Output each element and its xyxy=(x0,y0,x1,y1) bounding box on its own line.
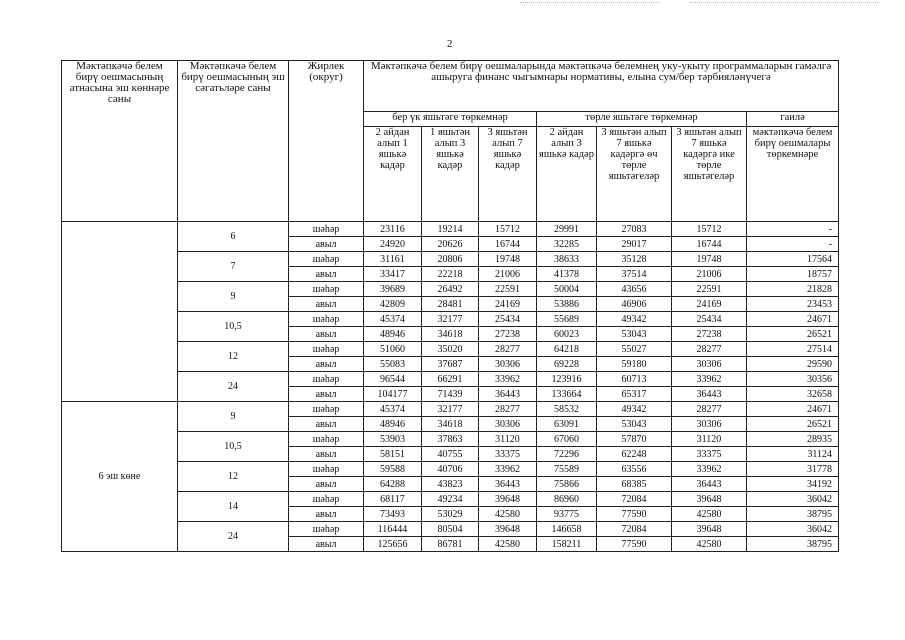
value-cell: 42580 xyxy=(672,507,747,522)
location-cell: авыл xyxy=(289,387,364,402)
value-cell: 16744 xyxy=(479,237,537,252)
value-cell: 69228 xyxy=(537,357,597,372)
value-cell: 36443 xyxy=(672,477,747,492)
value-cell: 62248 xyxy=(597,447,672,462)
value-cell: 19748 xyxy=(672,252,747,267)
value-cell: 59180 xyxy=(597,357,672,372)
value-cell: 15712 xyxy=(479,222,537,237)
value-cell: - xyxy=(747,222,839,237)
value-cell: 19748 xyxy=(479,252,537,267)
value-cell: 146658 xyxy=(537,522,597,537)
value-cell: 55083 xyxy=(364,357,422,372)
table-row xyxy=(62,522,839,537)
value-cell: 24169 xyxy=(672,297,747,312)
value-cell: 39689 xyxy=(364,282,422,297)
value-cell: 21006 xyxy=(672,267,747,282)
value-cell: 96544 xyxy=(364,372,422,387)
value-cell: 66291 xyxy=(422,372,479,387)
table-row xyxy=(62,462,839,477)
value-cell: 40706 xyxy=(422,462,479,477)
value-cell: 49342 xyxy=(597,312,672,327)
value-cell: 33962 xyxy=(479,372,537,387)
value-cell: 18757 xyxy=(747,267,839,282)
value-cell: 42580 xyxy=(479,537,537,552)
value-cell: 23116 xyxy=(364,222,422,237)
value-cell: 33962 xyxy=(672,372,747,387)
work-hours-cell: 12 xyxy=(178,462,289,492)
value-cell: 48946 xyxy=(364,327,422,342)
header-age-col: 1 яшьтән алып 3 яшькә кадәр xyxy=(422,127,479,222)
value-cell: 21006 xyxy=(479,267,537,282)
location-cell: авыл xyxy=(289,327,364,342)
value-cell: 17564 xyxy=(747,252,839,267)
value-cell: 60713 xyxy=(597,372,672,387)
value-cell: 49234 xyxy=(422,492,479,507)
value-cell: 57870 xyxy=(597,432,672,447)
value-cell: 53903 xyxy=(364,432,422,447)
value-cell: 158211 xyxy=(537,537,597,552)
value-cell: 36042 xyxy=(747,492,839,507)
value-cell: 24671 xyxy=(747,402,839,417)
value-cell: 49342 xyxy=(597,402,672,417)
value-cell: 67060 xyxy=(537,432,597,447)
value-cell: 39648 xyxy=(479,492,537,507)
work-days-cell: 6 эш көне xyxy=(62,402,178,552)
value-cell: 42580 xyxy=(672,537,747,552)
location-cell: шәһәр xyxy=(289,522,364,537)
value-cell: 20626 xyxy=(422,237,479,252)
location-cell: авыл xyxy=(289,267,364,282)
value-cell: 77590 xyxy=(597,537,672,552)
header-age-col: 2 айдан алып 3 яшькә кадәр xyxy=(537,127,597,222)
value-cell: 36443 xyxy=(479,387,537,402)
value-cell: 27238 xyxy=(672,327,747,342)
value-cell: 55689 xyxy=(537,312,597,327)
value-cell: 25434 xyxy=(672,312,747,327)
table-row xyxy=(62,252,839,267)
location-cell: авыл xyxy=(289,237,364,252)
value-cell: 28277 xyxy=(672,342,747,357)
value-cell: 28277 xyxy=(672,402,747,417)
value-cell: 43656 xyxy=(597,282,672,297)
value-cell: 133664 xyxy=(537,387,597,402)
header-hours: Мәктәпкәчә белем бирү оешмасының эш сәгатьләре саны xyxy=(178,61,289,222)
header-age-col: 3 яшьтән алып 7 яшькә кадәргә ике төрле яшьтәгеләр xyxy=(672,127,747,222)
work-hours-cell: 7 xyxy=(178,252,289,282)
value-cell: 24169 xyxy=(479,297,537,312)
value-cell: 38795 xyxy=(747,507,839,522)
value-cell: 42580 xyxy=(479,507,537,522)
value-cell: 40755 xyxy=(422,447,479,462)
value-cell: 73493 xyxy=(364,507,422,522)
location-cell: авыл xyxy=(289,507,364,522)
table-row xyxy=(62,282,839,297)
value-cell: 30306 xyxy=(672,417,747,432)
location-cell: шәһәр xyxy=(289,312,364,327)
value-cell: 39648 xyxy=(479,522,537,537)
value-cell: 24671 xyxy=(747,312,839,327)
value-cell: 15712 xyxy=(672,222,747,237)
value-cell: 37863 xyxy=(422,432,479,447)
table-row xyxy=(62,342,839,357)
work-hours-cell: 10,5 xyxy=(178,432,289,462)
value-cell: - xyxy=(747,237,839,252)
scan-artifact-line xyxy=(520,2,660,3)
value-cell: 34618 xyxy=(422,417,479,432)
header-age-col: 3 яшьтән алып 7 яшькә кадәргә өч төрле яшьтәгеләр xyxy=(597,127,672,222)
location-cell: шәһәр xyxy=(289,432,364,447)
value-cell: 30306 xyxy=(479,417,537,432)
value-cell: 55027 xyxy=(597,342,672,357)
value-cell: 63091 xyxy=(537,417,597,432)
value-cell: 32177 xyxy=(422,312,479,327)
value-cell: 123916 xyxy=(537,372,597,387)
table-row xyxy=(62,222,839,237)
header-same-age-groups: бер үк яшьтәге төркемнәр xyxy=(364,112,537,127)
value-cell: 41378 xyxy=(537,267,597,282)
value-cell: 75866 xyxy=(537,477,597,492)
value-cell: 32285 xyxy=(537,237,597,252)
location-cell: шәһәр xyxy=(289,492,364,507)
work-hours-cell: 14 xyxy=(178,492,289,522)
work-hours-cell: 12 xyxy=(178,342,289,372)
value-cell: 29017 xyxy=(597,237,672,252)
header-main-title: Мәктәпкәчә белем бирү оешмаларында мәктәпкәчә белемнең уку-укыту программаларын гамәлгә ашыруга финанс чыгымнары нормативы, елына сум/бер тәрбияләнүчегә xyxy=(364,61,839,112)
location-cell: авыл xyxy=(289,477,364,492)
value-cell: 86960 xyxy=(537,492,597,507)
value-cell: 20806 xyxy=(422,252,479,267)
value-cell: 28277 xyxy=(479,342,537,357)
value-cell: 30306 xyxy=(672,357,747,372)
table-row xyxy=(62,432,839,447)
location-cell: шәһәр xyxy=(289,402,364,417)
value-cell: 22591 xyxy=(479,282,537,297)
work-hours-cell: 9 xyxy=(178,282,289,312)
value-cell: 58532 xyxy=(537,402,597,417)
location-cell: шәһәр xyxy=(289,372,364,387)
value-cell: 72084 xyxy=(597,522,672,537)
value-cell: 22591 xyxy=(672,282,747,297)
header-family-group: гаилә xyxy=(747,112,839,127)
value-cell: 58151 xyxy=(364,447,422,462)
value-cell: 32658 xyxy=(747,387,839,402)
table-row xyxy=(62,312,839,327)
value-cell: 19214 xyxy=(422,222,479,237)
location-cell: шәһәр xyxy=(289,342,364,357)
value-cell: 24920 xyxy=(364,237,422,252)
value-cell: 23453 xyxy=(747,297,839,312)
value-cell: 28935 xyxy=(747,432,839,447)
work-hours-cell: 24 xyxy=(178,522,289,552)
value-cell: 31778 xyxy=(747,462,839,477)
value-cell: 31124 xyxy=(747,447,839,462)
value-cell: 53043 xyxy=(597,417,672,432)
value-cell: 35020 xyxy=(422,342,479,357)
location-cell: авыл xyxy=(289,357,364,372)
value-cell: 59588 xyxy=(364,462,422,477)
work-hours-cell: 10,5 xyxy=(178,312,289,342)
value-cell: 45374 xyxy=(364,402,422,417)
header-age-col: мәктәпкәчә белем бирү оешмалары төркемнәре xyxy=(747,127,839,222)
value-cell: 104177 xyxy=(364,387,422,402)
value-cell: 31120 xyxy=(672,432,747,447)
value-cell: 72296 xyxy=(537,447,597,462)
value-cell: 53029 xyxy=(422,507,479,522)
value-cell: 33375 xyxy=(672,447,747,462)
value-cell: 26492 xyxy=(422,282,479,297)
value-cell: 45374 xyxy=(364,312,422,327)
value-cell: 53886 xyxy=(537,297,597,312)
table-body xyxy=(62,222,839,552)
value-cell: 125656 xyxy=(364,537,422,552)
value-cell: 22218 xyxy=(422,267,479,282)
location-cell: шәһәр xyxy=(289,222,364,237)
page-number: 2 xyxy=(447,38,453,50)
value-cell: 39648 xyxy=(672,492,747,507)
value-cell: 64288 xyxy=(364,477,422,492)
value-cell: 42809 xyxy=(364,297,422,312)
value-cell: 65317 xyxy=(597,387,672,402)
value-cell: 33962 xyxy=(479,462,537,477)
header-location: Жирлек (округ) xyxy=(289,61,364,222)
location-cell: авыл xyxy=(289,537,364,552)
value-cell: 38633 xyxy=(537,252,597,267)
value-cell: 31120 xyxy=(479,432,537,447)
value-cell: 27514 xyxy=(747,342,839,357)
value-cell: 34192 xyxy=(747,477,839,492)
header-age-col: 3 яшьтән алып 7 яшькә кадәр xyxy=(479,127,537,222)
value-cell: 30356 xyxy=(747,372,839,387)
value-cell: 71439 xyxy=(422,387,479,402)
value-cell: 50004 xyxy=(537,282,597,297)
value-cell: 77590 xyxy=(597,507,672,522)
value-cell: 48946 xyxy=(364,417,422,432)
value-cell: 116444 xyxy=(364,522,422,537)
location-cell: шәһәр xyxy=(289,462,364,477)
value-cell: 21828 xyxy=(747,282,839,297)
location-cell: авыл xyxy=(289,297,364,312)
location-cell: авыл xyxy=(289,447,364,462)
header-days: Мәктәпкәчә белем бирү оешмасының атнасына эш көннәре саны xyxy=(62,61,178,222)
value-cell: 38795 xyxy=(747,537,839,552)
value-cell: 64218 xyxy=(537,342,597,357)
value-cell: 26521 xyxy=(747,327,839,342)
value-cell: 68117 xyxy=(364,492,422,507)
value-cell: 27238 xyxy=(479,327,537,342)
value-cell: 63556 xyxy=(597,462,672,477)
value-cell: 80504 xyxy=(422,522,479,537)
value-cell: 72084 xyxy=(597,492,672,507)
value-cell: 33417 xyxy=(364,267,422,282)
table-row xyxy=(62,492,839,507)
header-mixed-age-groups: төрле яшьтәге төркемнәр xyxy=(537,112,747,127)
value-cell: 27083 xyxy=(597,222,672,237)
work-days-cell xyxy=(62,222,178,402)
value-cell: 26521 xyxy=(747,417,839,432)
value-cell: 28481 xyxy=(422,297,479,312)
value-cell: 36443 xyxy=(672,387,747,402)
work-hours-cell: 24 xyxy=(178,372,289,402)
value-cell: 25434 xyxy=(479,312,537,327)
value-cell: 35128 xyxy=(597,252,672,267)
value-cell: 51060 xyxy=(364,342,422,357)
value-cell: 53043 xyxy=(597,327,672,342)
value-cell: 32177 xyxy=(422,402,479,417)
value-cell: 31161 xyxy=(364,252,422,267)
value-cell: 33375 xyxy=(479,447,537,462)
value-cell: 29590 xyxy=(747,357,839,372)
value-cell: 30306 xyxy=(479,357,537,372)
value-cell: 16744 xyxy=(672,237,747,252)
value-cell: 36443 xyxy=(479,477,537,492)
value-cell: 43823 xyxy=(422,477,479,492)
location-cell: авыл xyxy=(289,417,364,432)
value-cell: 68385 xyxy=(597,477,672,492)
value-cell: 86781 xyxy=(422,537,479,552)
value-cell: 36042 xyxy=(747,522,839,537)
scan-artifact-line xyxy=(690,2,880,3)
value-cell: 39648 xyxy=(672,522,747,537)
value-cell: 46906 xyxy=(597,297,672,312)
location-cell: шәһәр xyxy=(289,252,364,267)
value-cell: 37687 xyxy=(422,357,479,372)
location-cell: шәһәр xyxy=(289,282,364,297)
table-row xyxy=(62,402,839,417)
value-cell: 33962 xyxy=(672,462,747,477)
work-hours-cell: 9 xyxy=(178,402,289,432)
work-hours-cell: 6 xyxy=(178,222,289,252)
value-cell: 75589 xyxy=(537,462,597,477)
normative-table xyxy=(61,60,839,552)
table-row xyxy=(62,372,839,387)
value-cell: 93775 xyxy=(537,507,597,522)
value-cell: 28277 xyxy=(479,402,537,417)
header-age-col: 2 айдан алып 1 яшькә кадәр xyxy=(364,127,422,222)
value-cell: 29991 xyxy=(537,222,597,237)
value-cell: 60023 xyxy=(537,327,597,342)
value-cell: 37514 xyxy=(597,267,672,282)
value-cell: 34618 xyxy=(422,327,479,342)
